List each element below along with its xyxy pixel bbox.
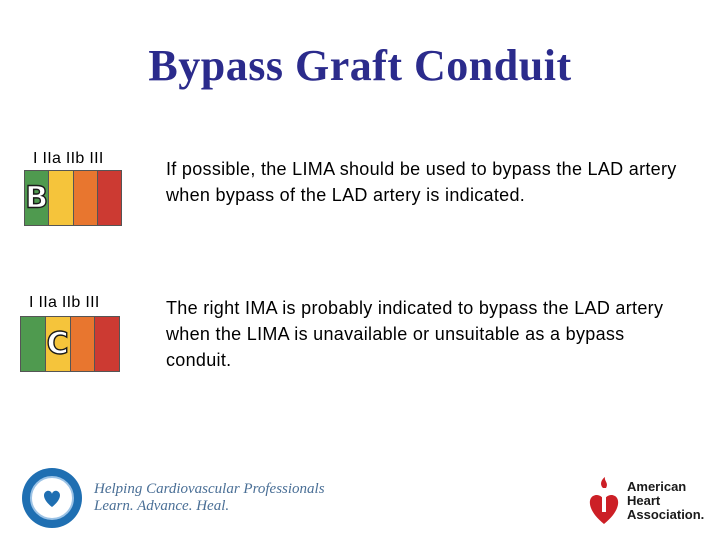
class-level-indicator: [20, 316, 120, 372]
aha-name-line-1: American: [627, 479, 687, 494]
class-IIa-bar: [49, 171, 73, 225]
level-of-evidence: C: [46, 326, 69, 362]
aha-name-line-2: Heart: [627, 493, 661, 508]
class-I-bar: [25, 171, 49, 225]
class-IIa-bar: [46, 317, 71, 371]
recommendation-text: If possible, the LIMA should be used to bypass the LAD artery when bypass of the LAD artery is indicated.: [166, 159, 677, 205]
class-I-bar: [21, 317, 46, 371]
class-labels: I IIa IIb III: [33, 150, 104, 167]
class-labels: I IIa IIb III: [29, 294, 100, 311]
tagline-line-2: Learn. Advance. Heal.: [94, 498, 230, 514]
heart-torch-icon: [585, 476, 623, 526]
class-III-bar: [98, 171, 121, 225]
acc-seal-icon: [22, 468, 82, 528]
slide-title: Bypass Graft Conduit: [148, 41, 572, 90]
acc-footer: [22, 468, 325, 528]
class-IIb-bar: [71, 317, 96, 371]
acc-tagline: [94, 481, 325, 515]
class-IIb-bar: [74, 171, 98, 225]
aha-name-line-3: Association.: [627, 507, 705, 522]
level-of-evidence: B: [25, 180, 49, 216]
recommendation-text: The right IMA is probably indicated to bypass the LAD artery when the LIMA is unavailable or unsuitable as a bypass conduit.: [166, 298, 664, 370]
aha-logo: [585, 476, 704, 526]
aha-wordmark: [627, 480, 704, 522]
class-level-indicator: [24, 170, 122, 226]
tagline-line-1: Helping Cardiovascular Professionals: [94, 481, 325, 497]
class-III-bar: [95, 317, 119, 371]
